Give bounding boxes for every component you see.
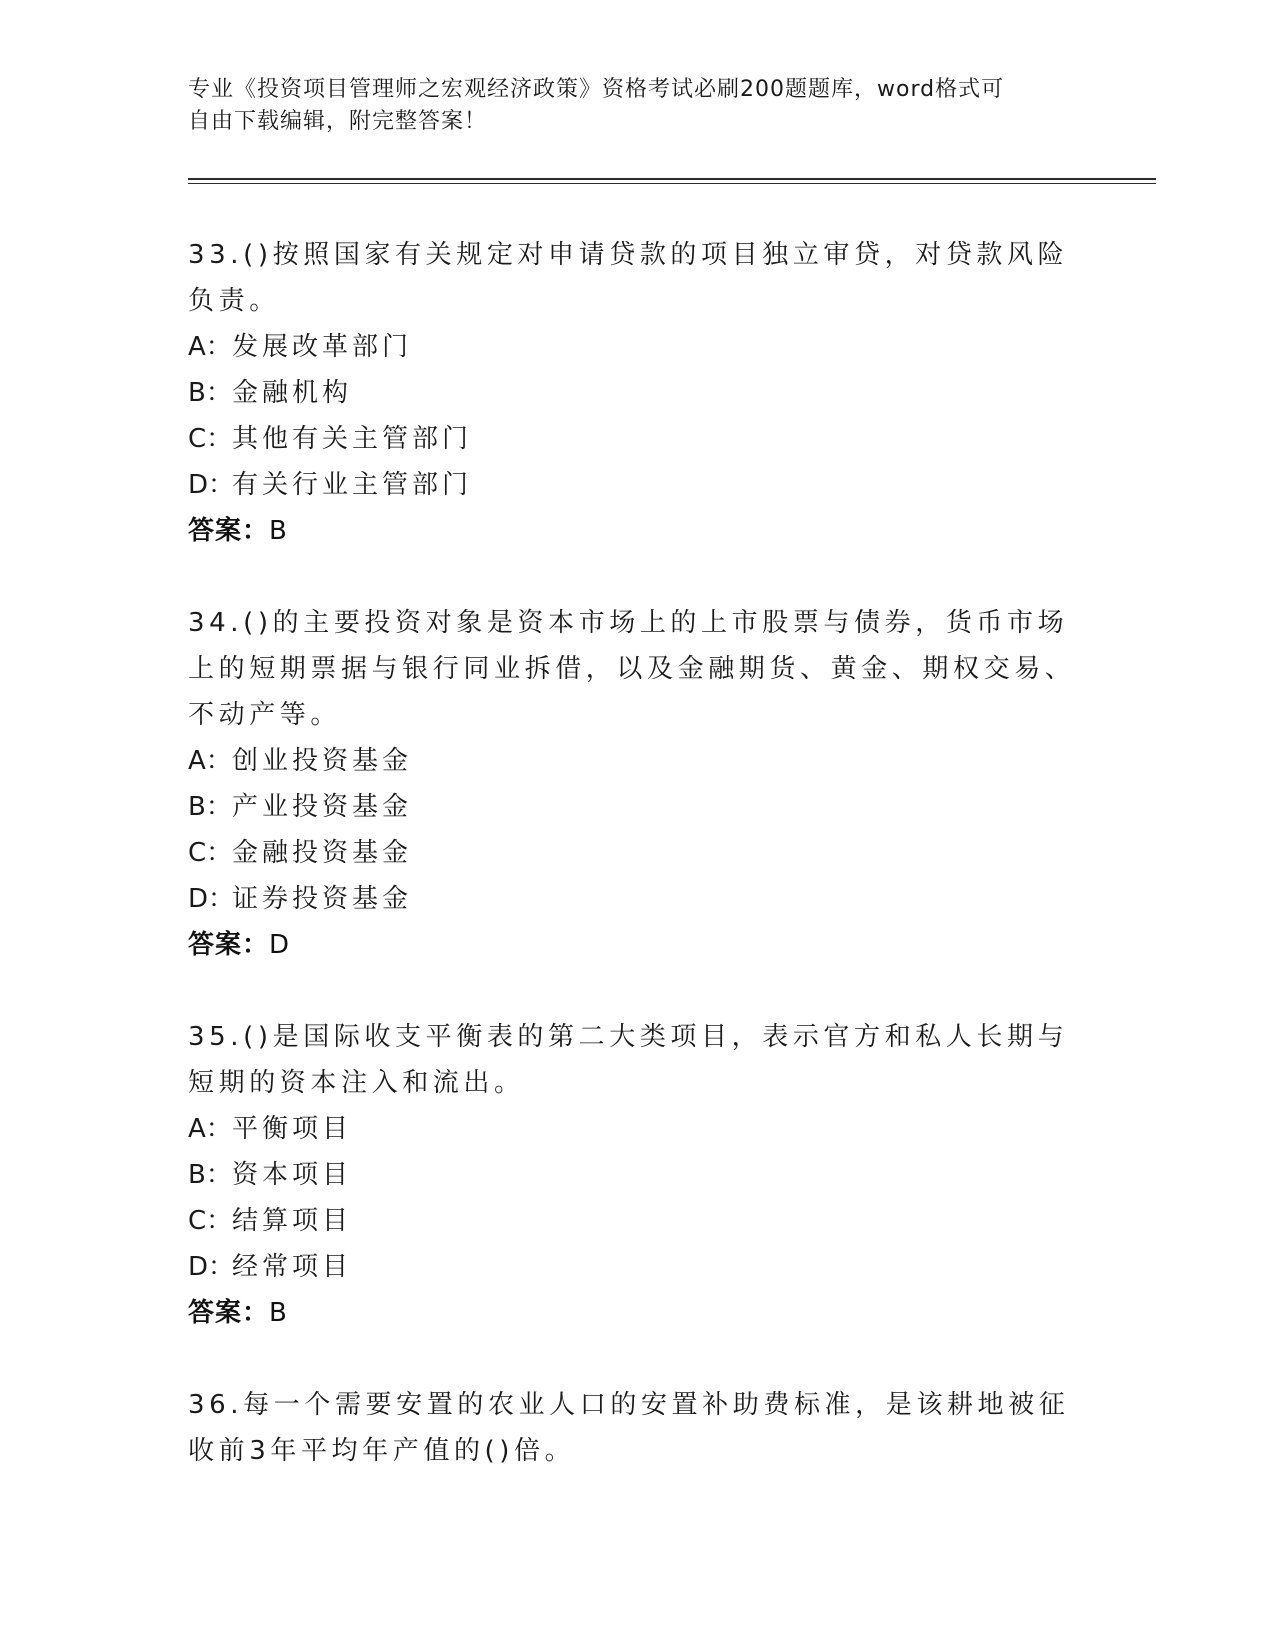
option-c bbox=[188, 416, 1078, 462]
option-b bbox=[188, 370, 1078, 416]
option-text: 金融投资基金 bbox=[232, 838, 413, 868]
option-key: B： bbox=[188, 378, 232, 408]
option-d bbox=[188, 462, 1078, 508]
answer-line bbox=[188, 508, 1078, 554]
option-a bbox=[188, 738, 1078, 784]
question-36 bbox=[188, 1382, 1078, 1474]
question-stem: 35.()是国际收支平衡表的第二大类项目，表示官方和私人长期与短期的资本注入和流出。 bbox=[188, 1022, 1069, 1098]
header-line-2: 自由下载编辑，附完整答案！ bbox=[188, 109, 488, 134]
option-d bbox=[188, 1244, 1078, 1290]
header-divider-thin bbox=[188, 183, 1156, 184]
option-text: 发展改革部门 bbox=[232, 332, 413, 362]
question-stem: 34.()的主要投资对象是资本市场上的上市股票与债券，货币市场上的短期票据与银行同业拆借，以及金融期货、黄金、期权交易、不动产等。 bbox=[188, 608, 1076, 730]
answer-value: B bbox=[269, 516, 288, 546]
question-35 bbox=[188, 1014, 1078, 1336]
answer-label: 答案： bbox=[188, 1298, 270, 1328]
option-text: 产业投资基金 bbox=[232, 792, 413, 822]
header-line-1: 专业《投资项目管理师之宏观经济政策》资格考试必刷200题题库，word格式可 bbox=[188, 77, 1005, 102]
answer-label: 答案： bbox=[188, 516, 270, 546]
option-c bbox=[188, 1198, 1078, 1244]
question-33 bbox=[188, 232, 1078, 554]
answer-value: D bbox=[269, 930, 291, 960]
option-text: 经常项目 bbox=[232, 1252, 353, 1282]
document-header bbox=[188, 74, 1068, 138]
option-key: C： bbox=[188, 838, 233, 868]
option-text: 金融机构 bbox=[232, 378, 353, 408]
option-text: 创业投资基金 bbox=[232, 746, 413, 776]
question-list bbox=[188, 232, 1078, 1520]
option-key: A： bbox=[188, 332, 232, 362]
header-divider-thick bbox=[188, 178, 1156, 180]
option-a bbox=[188, 324, 1078, 370]
option-key: C： bbox=[188, 1206, 233, 1236]
option-c bbox=[188, 830, 1078, 876]
option-key: B： bbox=[188, 792, 232, 822]
question-stem: 33.()按照国家有关规定对申请贷款的项目独立审贷，对贷款风险负责。 bbox=[188, 240, 1069, 316]
option-text: 结算项目 bbox=[232, 1206, 353, 1236]
option-key: D： bbox=[188, 884, 235, 914]
option-text: 其他有关主管部门 bbox=[232, 424, 473, 454]
answer-line bbox=[188, 922, 1078, 968]
option-text: 资本项目 bbox=[232, 1160, 353, 1190]
question-34 bbox=[188, 600, 1078, 968]
option-d bbox=[188, 876, 1078, 922]
option-key: A： bbox=[188, 1114, 232, 1144]
option-b bbox=[188, 1152, 1078, 1198]
option-key: C： bbox=[188, 424, 233, 454]
answer-value: B bbox=[269, 1298, 288, 1328]
option-key: A： bbox=[188, 746, 232, 776]
answer-line bbox=[188, 1290, 1078, 1336]
option-text: 证券投资基金 bbox=[232, 884, 413, 914]
question-stem: 36.每一个需要安置的农业人口的安置补助费标准，是该耕地被征收前3年平均年产值的()倍。 bbox=[188, 1390, 1070, 1466]
option-b bbox=[188, 784, 1078, 830]
option-text: 平衡项目 bbox=[232, 1114, 353, 1144]
option-a bbox=[188, 1106, 1078, 1152]
answer-label: 答案： bbox=[188, 930, 270, 960]
option-key: D： bbox=[188, 470, 235, 500]
option-key: D： bbox=[188, 1252, 235, 1282]
option-key: B： bbox=[188, 1160, 232, 1190]
option-text: 有关行业主管部门 bbox=[232, 470, 473, 500]
